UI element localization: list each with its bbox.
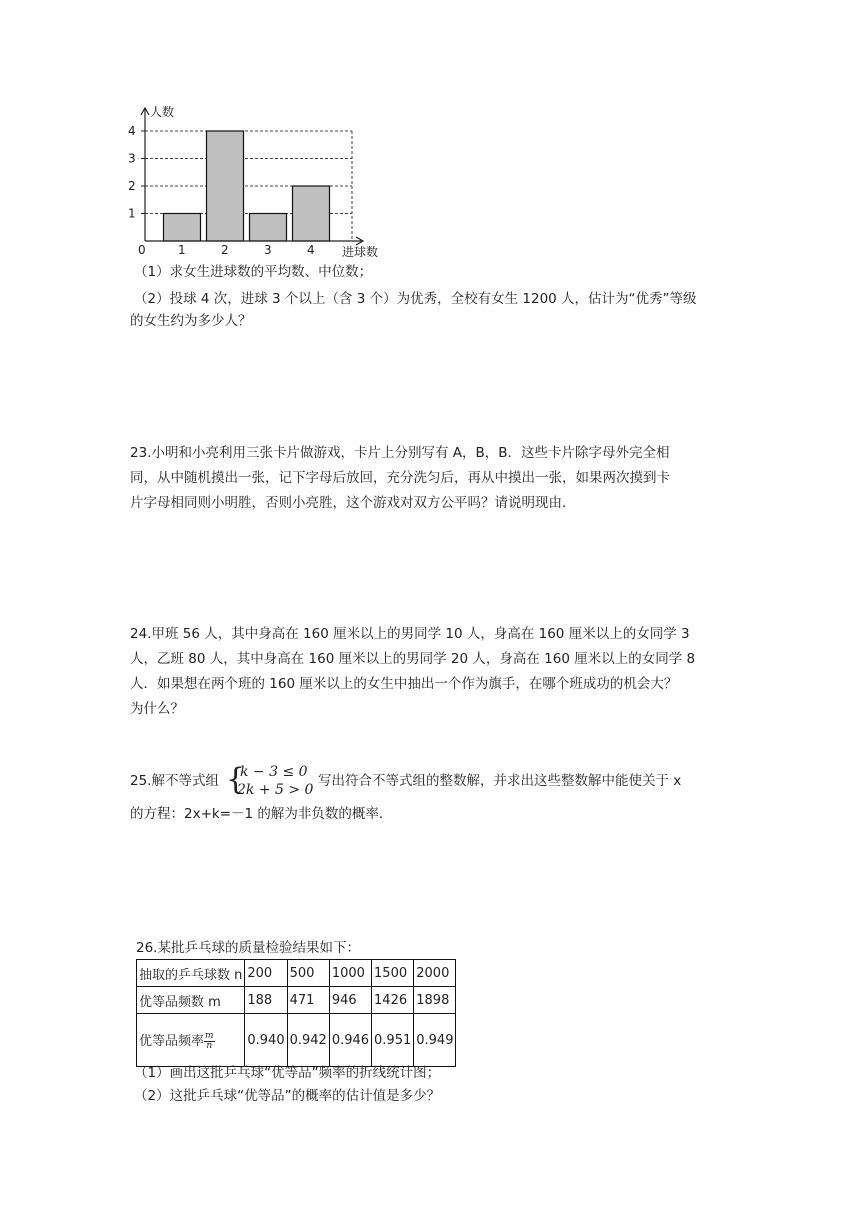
table-cell: 1898 [414, 987, 456, 1014]
q23-line2: 同，从中随机摸出一张，记下字母后放回，充分洗匀后，再从中摸出一张，如果两次摸到卡 [130, 470, 670, 486]
q25-inequality-1: k − 3 ≤ 0 [240, 764, 308, 780]
y-tick-label: 2 [128, 179, 136, 193]
q23-line3: 片字母相同则小明胜，否则小亮胜，这个游戏对双方公平吗？请说明现由． [130, 495, 576, 511]
frequency-label: 优等品频率 [139, 1033, 205, 1049]
table-cell: 2000 [414, 960, 456, 987]
q26-part2: （2）这批乒乓球“优等品”的概率的估计值是多少？ [134, 1088, 441, 1104]
table-cell: 946 [329, 987, 371, 1014]
chart-bar [293, 186, 330, 241]
q24-line4: 为什么？ [130, 701, 184, 717]
q25-suffix: 写出符合不等式组的整数解，并求出这些整数解中能使关于 x [318, 773, 682, 789]
table-cell: 1500 [372, 960, 414, 987]
q23-line1: 23.小明和小亮利用三张卡片做游戏，卡片上分别写有 A，B，B．这些卡片除字母外完全相 [130, 445, 670, 461]
table-row-label: 优等品频数 m [137, 987, 245, 1014]
table-cell: 188 [245, 987, 287, 1014]
table-cell: 0.946 [329, 1014, 371, 1067]
q24-line3: 人．如果想在两个班的 160 厘米以上的女生中抽出一个作为旗手，在哪个班成功的机会大？ [130, 676, 678, 692]
x-tick-label: 3 [264, 243, 272, 257]
table-cell: 471 [287, 987, 329, 1014]
q26-part1: （1）画出这批乒乓球“优等品”频率的折线统计图； [134, 1065, 441, 1081]
system-brace: { [226, 762, 246, 797]
quality-table [136, 959, 456, 1067]
goals-bar-chart [120, 98, 400, 263]
y-tick-labels [128, 124, 136, 221]
q26-intro: 26.某批乒乓球的质量检验结果如下： [136, 940, 360, 956]
x-axis-label: 进球数 [342, 245, 379, 259]
table-row-label: 抽取的乒乓球数 n [137, 960, 245, 987]
origin-label: 0 [138, 243, 146, 257]
question-24 [130, 622, 730, 722]
chart-bar [164, 214, 201, 242]
y-tick-label: 1 [128, 206, 136, 221]
q22-part2-line1: （2）投球 4 次，进球 3 个以上（含 3 个）为优秀，全校有女生 1200 人，估计为“优秀”等级 [134, 291, 697, 307]
q22-part2-line2: 的女生约为多少人？ [130, 313, 252, 329]
x-tick-labels [178, 243, 315, 257]
fraction-m-over-n: $\frac{m}{n}$ [205, 1030, 214, 1051]
question-23 [130, 441, 730, 516]
chart-bar [250, 214, 287, 242]
table-cell: 500 [287, 960, 329, 987]
q24-line2: 人，乙班 80 人，其中身高在 160 厘米以上的男同学 20 人，身高在 160 厘米以上的女同学 8 [130, 651, 696, 667]
table-row [137, 1014, 456, 1067]
q22-part1: （1）求女生进球数的平均数、中位数； [134, 264, 373, 280]
q25-prefix: 25.解不等式组 [130, 773, 219, 789]
table-cell: 0.942 [287, 1014, 329, 1067]
y-axis-label: 人数 [150, 105, 175, 119]
y-tick-label: 4 [128, 124, 136, 138]
table-row [137, 960, 456, 987]
q25-inequality-2: 2k + 5 > 0 [237, 782, 314, 798]
table-row [137, 987, 456, 1014]
table-cell: 1426 [372, 987, 414, 1014]
q25-line2: 的方程：2x+k=－1 的解为非负数的概率． [130, 806, 393, 822]
y-tick-label: 3 [128, 151, 136, 166]
table-cell: 0.949 [414, 1014, 456, 1067]
x-tick-label: 2 [221, 243, 229, 257]
chart-bar [207, 131, 244, 241]
table-cell: 1000 [329, 960, 371, 987]
x-tick-label: 4 [307, 243, 315, 257]
table-cell: 200 [245, 960, 287, 987]
q24-line1: 24.甲班 56 人，其中身高在 160 厘米以上的男同学 10 人，身高在 160 厘米以上的女同学 3 [130, 626, 690, 642]
table-row-label [137, 1014, 245, 1067]
x-tick-label: 1 [178, 243, 186, 257]
table-cell: 0.940 [245, 1014, 287, 1067]
table-cell: 0.951 [372, 1014, 414, 1067]
